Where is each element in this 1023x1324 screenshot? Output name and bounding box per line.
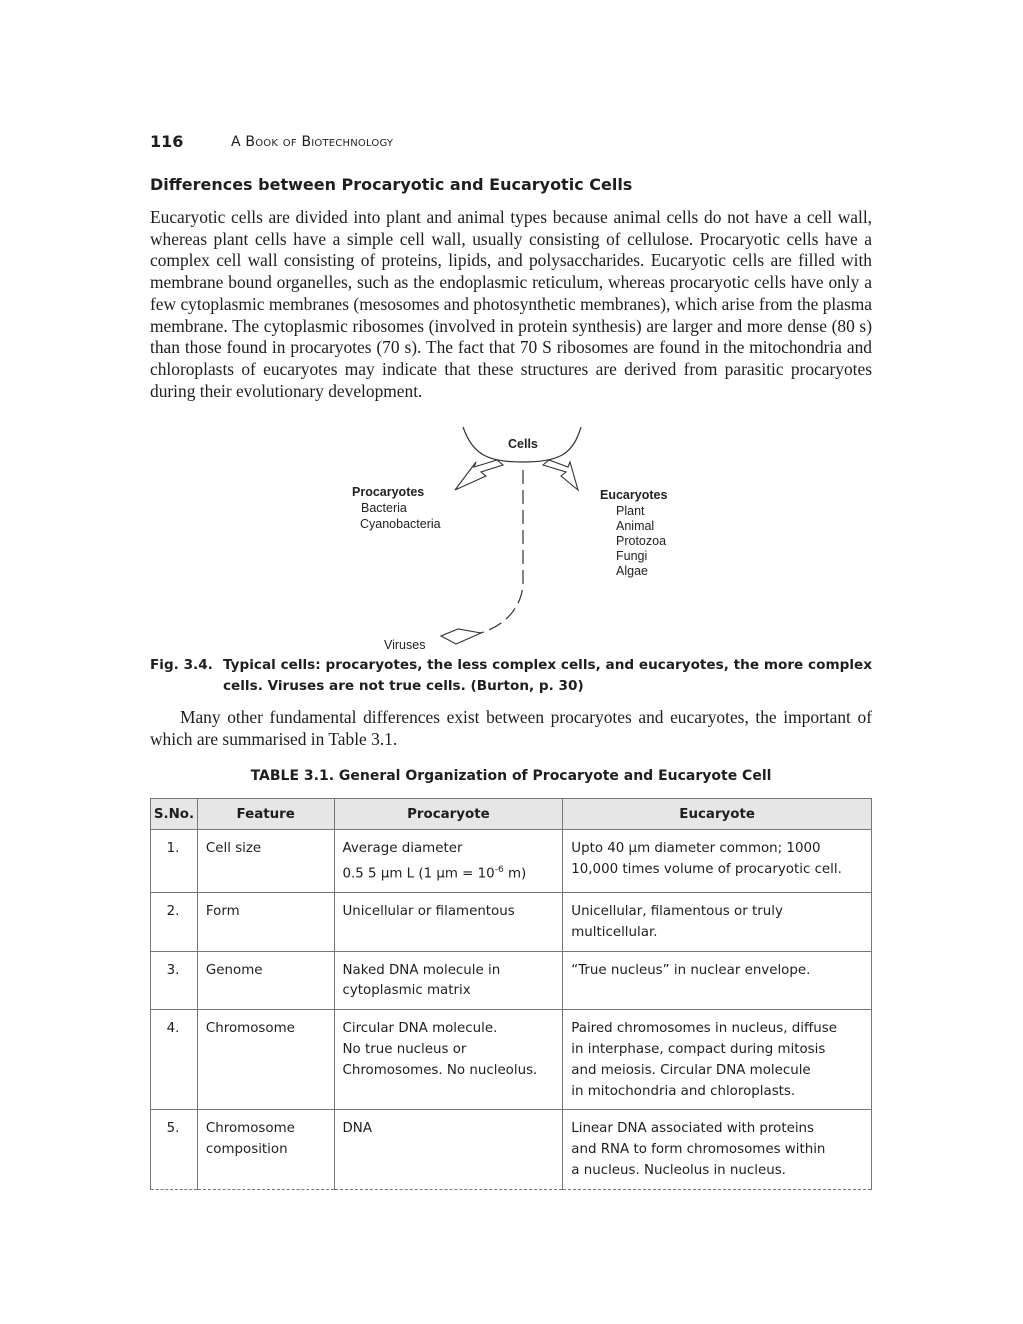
procaryote-item: Bacteria <box>361 501 407 515</box>
running-header: A Book of Biotechnology <box>231 134 394 150</box>
section-heading: Differences between Procaryotic and Eucaryotic Cells <box>150 175 633 194</box>
cell-sno: 1. <box>151 830 198 893</box>
body-paragraph-1: Eucaryotic cells are divided into plant and animal types because animal cells do not have a cell wall, whereas plant cells have a simple cell wall, usually consisting of cellulose. Procaryotic cells have a complex cell wall consisting of proteins, lipids, and polysaccharides. Eucaryotic cells are filled with membrane bound organelles, such as the endoplasmic reticulum, whereas procaryotic cells have only a few cytoplasmic membranes (mesosomes and photosynthetic membranes), which arise from the plasma membrane. The cytoplasmic ribosomes (involved in protein synthesis) are larger and more dense (80 s) than those found in procaryotes (70 s). The fact that 70 S ribosomes are found in the mitochondria and chloroplasts of eucaryotes may indicate that these structures are derived from parasitic procaryotes during their evolutionary development. <box>150 207 872 401</box>
cell-feature: Cell size <box>197 830 334 893</box>
table-row <box>151 893 872 952</box>
column-header: S.No. <box>151 799 198 830</box>
cells-label: Cells <box>508 437 538 451</box>
arrow-to-eucaryotes <box>543 460 578 490</box>
cell-feature: Form <box>197 893 334 952</box>
page-number: 116 <box>150 132 184 151</box>
procaryotes-label: Procaryotes <box>352 485 425 499</box>
cell-procaryote: Naked DNA molecule in cytoplasmic matrix <box>334 951 563 1010</box>
cell-feature: Chromosome <box>197 1010 334 1110</box>
arrow-to-viruses <box>441 629 481 644</box>
eucaryote-item: Protozoa <box>616 534 667 548</box>
dashed-path-to-viruses <box>480 470 523 633</box>
procaryote-item: Cyanobacteria <box>360 517 441 531</box>
column-header: Eucaryote <box>563 799 872 830</box>
column-header: Feature <box>197 799 334 830</box>
cell-procaryote: Circular DNA molecule. No true nucleus or Chromosomes. No nucleolus. <box>334 1010 563 1110</box>
figure-label: Fig. 3.4. <box>150 657 213 673</box>
figure-caption-text: Typical cells: procaryotes, the less complex cells, and eucaryotes, the more complex cells. Viruses are not true cells. (Burton, p. 30) <box>223 657 872 694</box>
cell-eucaryote: Linear DNA associated with proteins and RNA to form chromosomes within a nucleus. Nucleolus in nucleus. <box>563 1110 872 1189</box>
cell-feature: Genome <box>197 951 334 1010</box>
cell-procaryote: Average diameter 0.5 5 µm L (1 $\mu m = 10^{-6}$ m) <box>334 830 563 893</box>
column-header: Procaryote <box>334 799 563 830</box>
eucaryote-item: Animal <box>616 519 655 533</box>
viruses-label: Viruses <box>384 638 426 652</box>
cell-sno: 4. <box>151 1010 198 1110</box>
cell-sno: 2. <box>151 893 198 952</box>
cell-sno: 5. <box>151 1110 198 1189</box>
cell-eucaryote: Unicellular, filamentous or truly multicellular. <box>563 893 872 952</box>
table-row <box>151 830 872 893</box>
cell-feature: Chromosome composition <box>197 1110 334 1189</box>
body-paragraph-2: Many other fundamental differences exist between procaryotes and eucaryotes, the important of which are summarised in Table 3.1. <box>150 707 872 749</box>
table-header-row <box>151 799 872 830</box>
cell-eucaryote: “True nucleus” in nuclear envelope. <box>563 951 872 1010</box>
cell-procaryote: Unicellular or filamentous <box>334 893 563 952</box>
cell-sno: 3. <box>151 951 198 1010</box>
eucaryote-item: Algae <box>616 564 648 578</box>
arrow-to-procaryotes <box>455 460 503 490</box>
table-row <box>151 951 872 1010</box>
eucaryote-item: Plant <box>616 504 645 518</box>
cell-procaryote: DNA <box>334 1110 563 1189</box>
comparison-table <box>150 798 872 1190</box>
eucaryote-item: Fungi <box>616 549 648 563</box>
table-row <box>151 1110 872 1189</box>
table-row <box>151 1010 872 1110</box>
eucaryotes-label: Eucaryotes <box>600 488 668 502</box>
cell-eucaryote: Paired chromosomes in nucleus, diffuse in interphase, compact during mitosis and meiosis. Circular DNA molecule in mitochondria and chloroplasts. <box>563 1010 872 1110</box>
cell-eucaryote: Upto 40 µm diameter common; 1000 10,000 times volume of procaryotic cell. <box>563 830 872 893</box>
table-title: TABLE 3.1. General Organization of Procaryote and Eucaryote Cell <box>250 768 772 784</box>
